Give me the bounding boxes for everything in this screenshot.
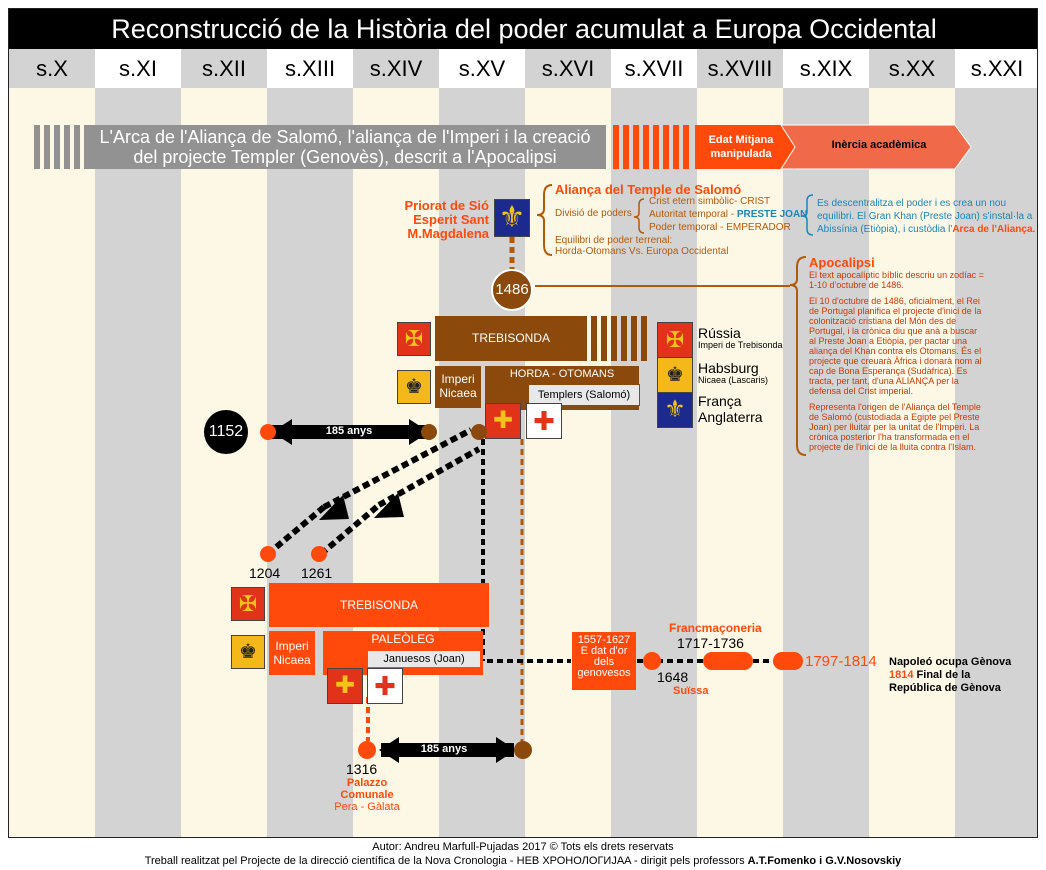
century-header-xix: s.XIX [783, 49, 869, 88]
alianca-item-2a: Autoritat temporal - [649, 209, 737, 220]
nicaea-upper: Nicaea [439, 386, 477, 400]
final-year: 1814 [889, 669, 914, 681]
france-flag-icon: ⚜ [657, 392, 693, 428]
habsburg-sub: Nicaea (Lascaris) [698, 375, 769, 385]
dot-1648 [643, 652, 661, 670]
apocalipsi-p2-3: Portugal, i la crònica diu que anà a buscar [809, 326, 978, 336]
timeline-connectors [9, 9, 1038, 838]
century-header-xiii: s.XIII [267, 49, 353, 88]
century-header-xvii: s.XVII [611, 49, 697, 88]
dot-1316 [358, 741, 376, 759]
apocalipsi-p2-6: projecte que creuarà Àfrica i donarà nom al [809, 356, 982, 366]
arca-alianca: Arca de l'Aliança. [952, 224, 1036, 235]
dot-1261 [311, 546, 327, 562]
trebisonda-upper-bar: TREBISONDA [435, 316, 587, 361]
dot-1204 [260, 546, 276, 562]
apocalipsi-p3-4: projecte de l'inici de la lluita contra l'Islam. [809, 442, 977, 452]
priorat-line-3: M.Magdalena [407, 226, 489, 241]
banner-line-2: del projecte Templer (Genovès), descrit a l'Apocalipsi [133, 147, 557, 167]
edat-dor-line-2: dels [593, 656, 615, 668]
year-1316: 1316 [346, 761, 378, 777]
januesos-box: Januesos (Joan) [367, 650, 481, 668]
period-1797-pill [773, 652, 803, 670]
priorat-line-2: Esperit Sant [413, 212, 489, 227]
year-1486-circle: 1486 [491, 269, 533, 311]
russia-label: Rússia [698, 325, 741, 341]
descentralitza-line-1: Es descentralitza el poder i es crea un nou [817, 198, 1006, 209]
descentralitza-line-2: equilibri. El Gran Khan (Preste Joan) s'instal·la a [817, 211, 1033, 222]
edat-dor-line-3: genovesos [577, 667, 631, 679]
edat-line-1: Edat Mitjana [708, 134, 774, 146]
footer-line-2a: Treball realitzat pel Projecte de la direcció científica de la Nova Cronologia - НЕВ ХРОНОЛОГИЈАA - dirigit pels professors [144, 855, 748, 867]
century-header-xxi: s.XXI [955, 49, 1038, 88]
russia-flag-icon: ✠ [657, 322, 693, 358]
preste-joan: PRESTE JOAN [736, 209, 808, 220]
alianca-title: Aliança del Temple de Salomó [555, 182, 742, 197]
century-header-xiv: s.XIV [353, 49, 439, 88]
diagram-frame [8, 8, 1038, 838]
byzantine-cross-lower-icon: ✚ [327, 668, 363, 704]
footer-line-2 [0, 854, 1046, 868]
napoleo-line: Napoleó ocupa Gènova [889, 656, 1012, 668]
apocalipsi-p2-8: tracta, per tant, d'una ALIANÇA per la [809, 376, 959, 386]
genoese-cross-lower-icon: ✚ [367, 668, 403, 704]
century-header-xx: s.XX [869, 49, 955, 88]
templers-box: Templers (Salomó) [528, 384, 640, 406]
year-1152-circle: 1152 [204, 410, 248, 454]
apocalipsi-p2-4: al Preste Joan a Etiòpia, per pactar una [809, 336, 968, 346]
equilibri-line-2: Horda-Otomans Vs. Europa Occidental [555, 246, 729, 257]
gap-label-lower: 185 anys [420, 743, 468, 755]
edat-line-2: manipulada [710, 148, 772, 160]
apocalipsi-p3-0: Representa l'origen de l'Aliança del Temple [809, 402, 981, 412]
final-b: República de Gènova [889, 682, 1001, 694]
habsburg-label: Habsburg [698, 360, 759, 376]
inercia-label: Inèrcia acadèmica [831, 139, 927, 151]
alianca-item-3: Poder temporal - EMPERADOR [649, 222, 791, 233]
priorat-line-1: Priorat de Sió [404, 198, 489, 213]
nicaea-lower-box [269, 631, 315, 675]
francmaconeria-label: Francmaçoneria [669, 621, 762, 635]
franca-line-1: França [698, 393, 742, 409]
final-a: Final de la [913, 669, 971, 681]
genoese-cross-flag-icon: ✚ [526, 403, 562, 439]
apocalipsi-p1-1: 1-10 d'octubre de 1486. [809, 280, 904, 290]
century-header-xii: s.XII [181, 49, 267, 88]
apocalipsi-p2-2: colonització cristiana del Món des de [809, 316, 957, 326]
descentralitza-3a: Abissínia (Etiòpia), i custòdia l' [817, 224, 953, 235]
eagle-flag-red-icon: ✠ [397, 322, 431, 356]
apocalipsi-p2-1: de Portugal planifica el projecte d'inici de la [809, 306, 982, 316]
franca-line-2: Anglaterra [698, 409, 763, 425]
year-1648: 1648 [657, 669, 689, 685]
apocalipsi-p3-3: crònica posterior l'ha transformada en el [809, 432, 970, 442]
nicaea-lower: Nicaea [273, 653, 311, 667]
trebisonda-lower-bar: TREBISONDA [269, 583, 489, 627]
apocalipsi-p2-9: defensa del Crist imperial. [809, 386, 914, 396]
apocalipsi-p3-2: Joan) per lluitar per la unitat de l'Imperi. La [809, 422, 980, 432]
edat-dor-line-1: E dat d'or [580, 645, 628, 657]
century-header-xviii: s.XVIII [697, 49, 783, 88]
edat-dor-box [572, 632, 636, 690]
napoleo-label [889, 656, 1011, 695]
dot-upper-horda [471, 424, 487, 440]
palazzo-label [325, 777, 409, 801]
century-header-xvi: s.XVI [525, 49, 611, 88]
banner-line-1: L'Arca de l'Aliança de Salomó, l'aliança de l'Imperi i la creació [99, 127, 591, 147]
year-1557: 1557-1627 [577, 634, 631, 646]
final-line [889, 669, 1011, 682]
century-header-xv: s.XV [439, 49, 525, 88]
century-header-x: s.X [9, 49, 95, 88]
footer [0, 840, 1046, 868]
double-eagle-flag-lower-icon: ♚ [231, 635, 265, 669]
period-1717-pill [703, 652, 753, 670]
year-1261: 1261 [301, 565, 333, 581]
apocalipsi-p1-0: El text apocalíptic bíblic descriu un zodíac = [809, 270, 984, 280]
palazzo-line-2: Comunale [340, 789, 394, 801]
suissa-label: Suïssa [673, 685, 709, 697]
apocalipsi-p2-5: aliança del Khan contra els Otomans. És el [809, 346, 982, 356]
byzantine-cross-flag-icon: ✚ [485, 403, 521, 439]
apocalipsi-title: Apocalipsi [809, 255, 875, 270]
century-header-xi: s.XI [95, 49, 181, 88]
eagle-flag-red-lower-icon: ✠ [231, 587, 265, 621]
fleur-de-lis-flag-icon: ⚜ [494, 199, 530, 237]
russia-sub: Imperi de Trebisonda [698, 340, 783, 350]
apocalipsi-p3-1: de Salomó (custodiada a Egipte pel Preste [809, 412, 980, 422]
apocalipsi-p2-7: cap de Bona Esperança (Sudàfrica). Es [809, 366, 968, 376]
dot-1152 [260, 424, 276, 440]
divisio-label: Divisió de poders [555, 208, 632, 219]
equilibri-line-1: Equilibri de poder terrenal: [555, 235, 673, 246]
imperi-lower: Imperi [275, 639, 309, 653]
footer-line-1: Autor: Andreu Marfull-Pujadas 2017 © Tots els drets reservats [372, 841, 674, 853]
apocalipsi-p2-0: El 10 d'octubre de 1486, oficialment, el Rei [809, 296, 980, 306]
habsburg-flag-icon: ♚ [657, 357, 693, 393]
dot-1486-lower [514, 741, 532, 759]
year-1204: 1204 [249, 565, 281, 581]
double-eagle-flag-icon: ♚ [397, 370, 431, 404]
year-1717: 1717-1736 [677, 635, 744, 651]
gap-label-upper: 185 anys [325, 425, 373, 437]
footer-authors: A.T.Fomenko i G.V.Nosovskiy [747, 855, 902, 867]
pera-label: Pera - Gàlata [334, 801, 400, 813]
page-title: Reconstrucció de la Història del poder acumulat a Europa Occidental [9, 9, 1038, 49]
dot-upper-nicaea [421, 424, 437, 440]
imperi-upper: Imperi [441, 372, 475, 386]
year-1797: 1797-1814 [805, 653, 877, 670]
paleoleg-label: PALEÒLEG [371, 632, 435, 646]
horda-label: HORDA - OTOMANS [509, 368, 615, 380]
palazzo-line-1: Palazzo [346, 777, 388, 789]
alianca-item-1: Crist etern simbòlic- CRIST [649, 196, 771, 207]
